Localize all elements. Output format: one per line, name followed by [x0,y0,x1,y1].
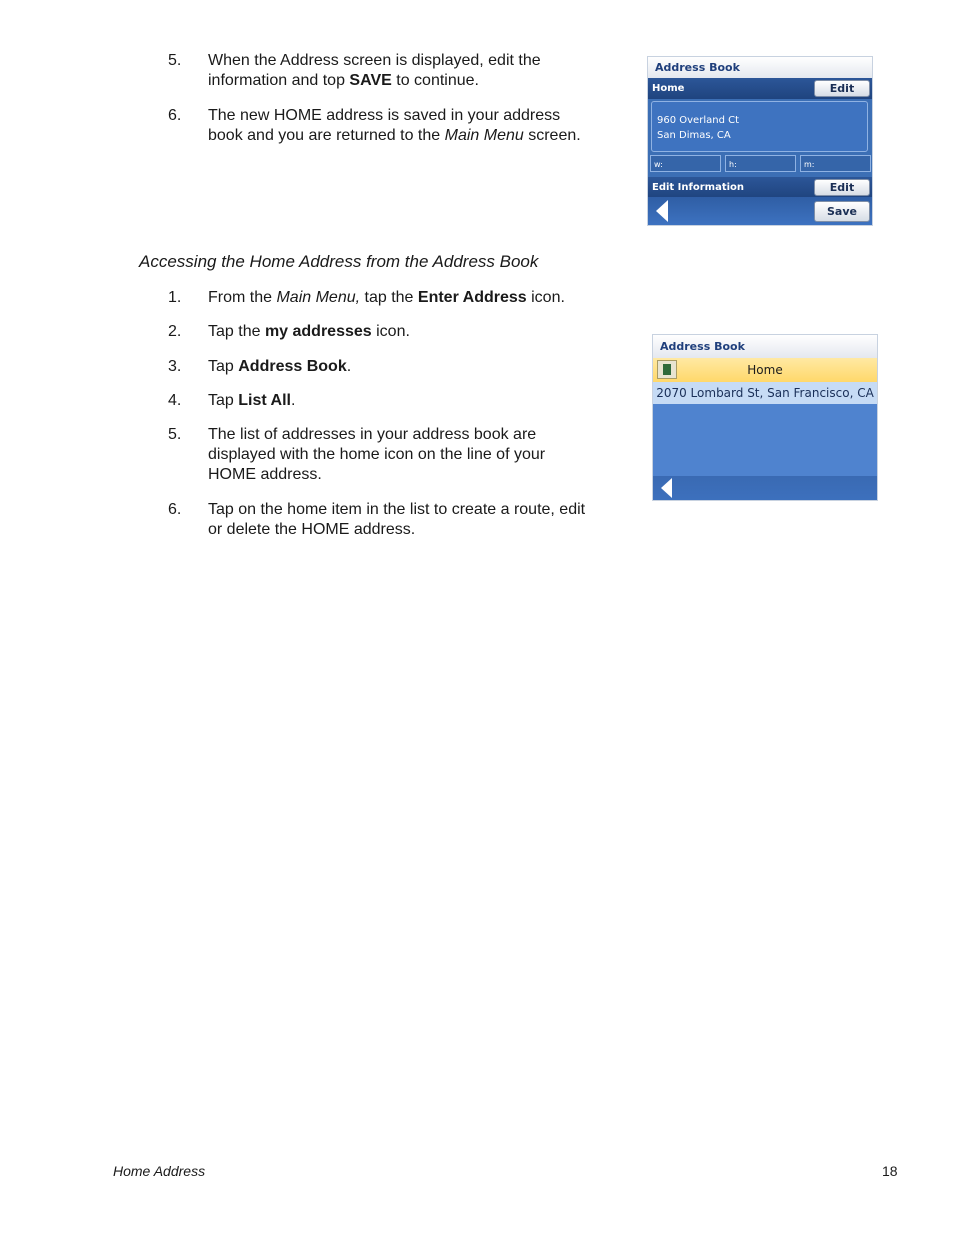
list-item [168,322,598,342]
screen-title: Address Book [653,335,877,358]
address-book-list-screen [652,334,878,501]
step-text-run: From the [208,289,277,306]
step-number: 4. [168,392,182,409]
step-text [208,322,598,342]
step-text-run: Enter Address [417,289,527,306]
address-list-item[interactable]: 2070 Lombard St, San Francisco, CA [653,382,877,404]
step-number: 3. [168,358,182,375]
edit-info-bar [648,177,872,198]
step-text-run: Tap on the home item in the list to create a route, edit or delete the HOME address. [208,501,586,538]
list-item [168,106,588,146]
footer-section: Home Address [113,1163,206,1179]
address-line-1: 960 Overland Ct [657,115,739,126]
step-text [208,357,598,377]
bottom-bar [648,197,872,225]
bottom-bar [653,476,877,500]
step-text-run: . [346,358,352,375]
step-number: 5. [168,426,182,443]
step-text-run: tap the [360,289,418,306]
back-arrow-icon[interactable] [661,478,672,498]
step-text-run: . [291,392,296,409]
step-number: 2. [168,323,182,340]
work-phone-field[interactable]: w: [650,155,721,172]
edit-info-label: Edit Information [652,182,745,193]
step-number: 5. [168,52,182,69]
edit-home-button[interactable]: Edit [814,80,870,97]
list-item [168,500,598,540]
home-bar [648,78,872,99]
list-item [168,391,598,411]
home-icon [657,360,677,379]
list-item [168,357,598,377]
edit-info-button[interactable]: Edit [814,179,870,196]
step-text [208,106,588,146]
step-text-run: icon. [371,323,410,340]
step-text-run: The new HOME address is saved in your address book and you are returned to the [208,107,561,144]
back-arrow-icon[interactable] [656,200,668,222]
address-line-2: San Dimas, CA [657,130,731,141]
step-text-run: List All [238,392,291,409]
address-edit-screen [647,56,873,226]
step-text-run: Tap [208,358,239,375]
step-text [208,500,598,540]
step-number: 1. [168,289,182,306]
list-item [168,288,598,308]
step-text [208,51,568,91]
step-text-run: Main Menu, [276,289,361,306]
step-text-run: to continue. [391,72,479,89]
step-text [208,425,578,485]
step-text-run: my addresses [264,323,372,340]
step-number: 6. [168,501,182,518]
step-text-run: When the Address screen is displayed, edit the information and top [208,52,541,89]
step-text [208,288,598,308]
mobile-phone-field[interactable]: m: [800,155,871,172]
step-text-run: The list of addresses in your address book are displayed with the home icon on the line of your HOME address. [208,426,546,483]
save-button[interactable]: Save [814,201,870,222]
section-heading: Accessing the Home Address from the Address Book [139,252,539,271]
step-number: 6. [168,107,182,124]
step-text-run: Tap [208,392,239,409]
list-item [168,425,578,485]
step-text-run: Tap the [208,323,265,340]
step-text-run: screen. [523,127,581,144]
step-text-run: icon. [526,289,565,306]
step-text-run: Main Menu [444,127,524,144]
list-item [168,51,568,91]
home-label: Home [652,83,685,94]
home-phone-field[interactable]: h: [725,155,796,172]
page-number: 18 [882,1163,898,1179]
screen-title: Address Book [648,57,872,78]
home-list-item[interactable] [653,358,877,382]
step-text [208,391,598,411]
step-text-run: Address Book [238,358,347,375]
step-text-run: SAVE [349,72,392,89]
address-box[interactable] [651,101,868,152]
home-item-label: Home [747,363,783,377]
